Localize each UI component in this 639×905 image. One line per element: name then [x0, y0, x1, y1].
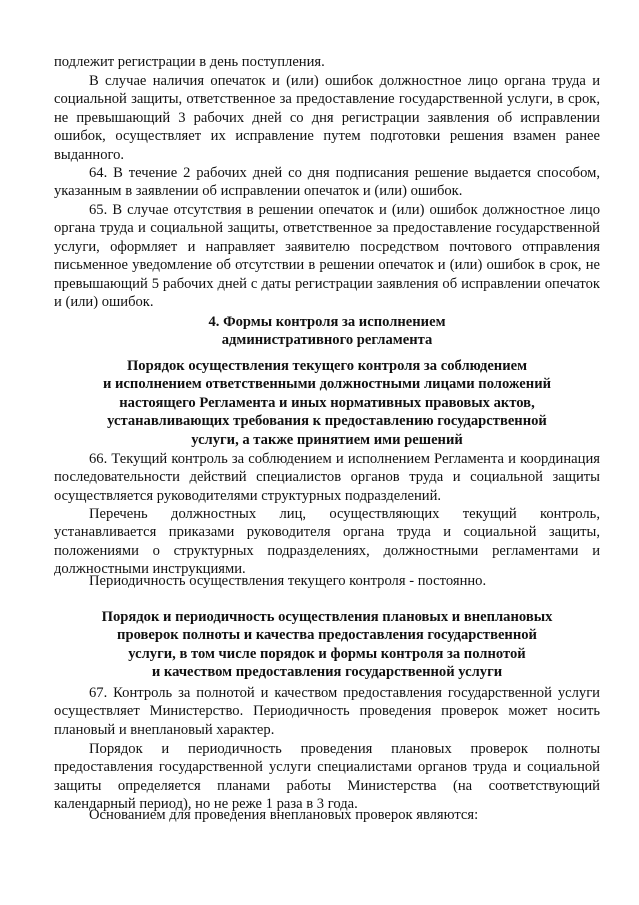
heading-line: и качеством предоставления государственной услуги [151, 664, 503, 681]
heading-line: и исполнением ответственными должностными лицами положений [102, 376, 552, 393]
paragraph-unplanned-grounds: Основанием для проведения внеплановых проверок являются: [89, 807, 479, 823]
paragraph-64: 64. В течение 2 рабочих дней со дня подписания решение выдается способом, указанным в заявлении об исправлении опечаток и (или) ошибок. [54, 165, 600, 200]
heading-line: услуги, а также принятием ими решений [191, 431, 463, 448]
heading-line: устанавливающих требования к предоставлению государственной [107, 413, 547, 430]
heading-line: 4. Формы контроля за исполнением [208, 314, 446, 330]
paragraph-67: 67. Контроль за полнотой и качеством предоставления государственной услуги осуществляет Министерство. Периодичность проведения проверок может носить плановый и внеплановый характер. [54, 685, 600, 738]
paragraph-planned-inspections: Порядок и периодичность проведения плановых проверок полноты предоставления государственной услуги специалистами органов труда и социальной защиты определяется планами работы Министерства (на соответствующий календарный период), но не реже 1 раза в 3 года. [54, 741, 600, 813]
paragraph-66: 66. Текущий контроль за соблюдением и исполнением Регламента и координация последовательности действий специалистов органов труда и социальной защиты осуществляется руководителями структурных подразделений. [54, 451, 600, 504]
current-control-heading [54, 357, 600, 449]
heading-line: проверок полноты и качества предоставления государственной [117, 627, 537, 644]
heading-line: услуги, в том числе порядок и формы контроля за полнотой [128, 645, 526, 662]
section-4-heading [54, 313, 600, 350]
paragraph-65: 65. В случае отсутствия в решении опечаток и (или) ошибок должностное лицо органа труда и социальной защиты, ответственное за предоставление государственной услуги, оформляет и направляет заявителю посредством почтового отправления письменное уведомление об отсутствии в решении опечаток и (или) ошибок в срок, не превышающий 5 рабочих дней с даты регистрации заявления об исправлении опечаток и (или) ошибок. [54, 202, 600, 311]
paragraph-registration: подлежит регистрации в день поступления. [54, 54, 325, 70]
paragraph-officials-list: Перечень должностных лиц, осуществляющих текущий контроль, устанавливается приказами руководителя органа труда и социальной защиты, положениями о структурных подразделениях, должностными регламентами и должностными инструкциями. [54, 506, 600, 578]
inspections-heading [54, 608, 600, 682]
heading-line: настоящего Регламента и иных нормативных правовых актов, [119, 394, 535, 411]
paragraph-control-periodicity: Периодичность осуществления текущего контроля - постоянно. [89, 573, 487, 589]
heading-line: Порядок осуществления текущего контроля за соблюдением [126, 358, 528, 374]
paragraph-errors-correction: В случае наличия опечаток и (или) ошибок должностное лицо органа труда и социальной защиты, ответственное за предоставление государственной услуги, в срок, не превышающий 3 рабочих дней со дня регистрации заявления об исправлении ошибок, осуществляет их исправление путем подготовки решения взамен ранее выданного. [54, 73, 600, 163]
heading-line: Порядок и периодичность осуществления плановых и внеплановых [101, 609, 553, 625]
heading-line: административного регламента [221, 332, 433, 349]
